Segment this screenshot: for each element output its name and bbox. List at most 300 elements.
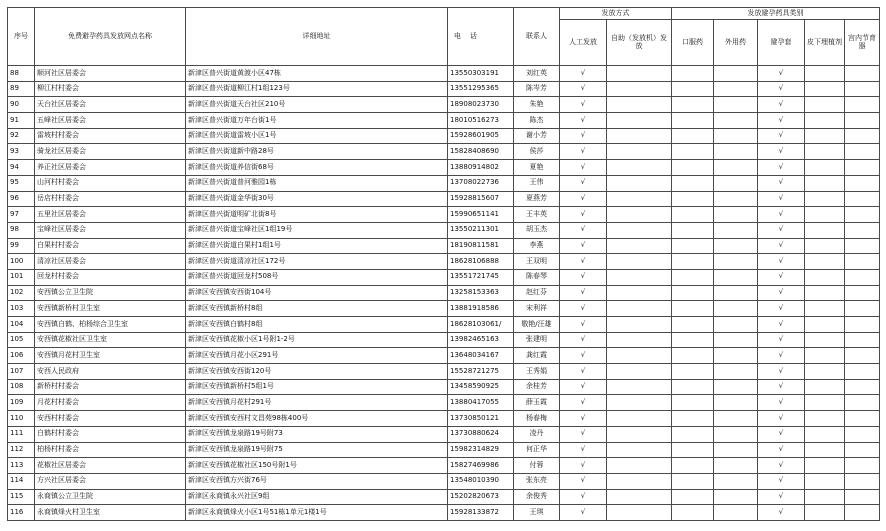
row-external [714, 317, 758, 333]
row-iud [845, 285, 880, 301]
row-oral [672, 411, 714, 427]
row-condom-check: √ [758, 395, 805, 411]
row-iud [845, 66, 880, 82]
row-manual-check: √ [560, 222, 607, 238]
row-auto [607, 160, 672, 176]
row-manual-check: √ [560, 97, 607, 113]
row-auto [607, 379, 672, 395]
row-external [714, 473, 758, 489]
row-auto [607, 113, 672, 129]
row-contact: 夏燕芳 [514, 191, 560, 207]
header-seq: 序号 [8, 8, 35, 66]
table-row [8, 113, 880, 129]
row-implant [805, 254, 845, 270]
row-seq: 113 [8, 458, 35, 474]
row-external [714, 364, 758, 380]
row-implant [805, 489, 845, 505]
row-address: 新津区安西镇方兴街76号 [186, 473, 448, 489]
row-condom-check: √ [758, 317, 805, 333]
row-oral [672, 66, 714, 82]
distribution-points-table [7, 7, 880, 521]
row-manual-check: √ [560, 269, 607, 285]
row-address: 新津区普兴街道清凉社区172号 [186, 254, 448, 270]
row-implant [805, 505, 845, 521]
row-manual-check: √ [560, 254, 607, 270]
row-oral [672, 332, 714, 348]
row-iud [845, 113, 880, 129]
row-iud [845, 254, 880, 270]
row-name: 安西镇公立卫生院 [35, 285, 186, 301]
table-row [8, 505, 880, 521]
row-condom-check: √ [758, 97, 805, 113]
row-address: 新津区普兴街道宝峰社区1组19号 [186, 222, 448, 238]
row-condom-check: √ [758, 301, 805, 317]
row-oral [672, 207, 714, 223]
table-row [8, 222, 880, 238]
row-contact: 李燕 [514, 238, 560, 254]
row-phone: 18628106888 [448, 254, 514, 270]
table-row [8, 254, 880, 270]
row-seq: 93 [8, 144, 35, 160]
header-name: 免费避孕药具发放网点名称 [35, 8, 186, 66]
row-contact: 王琪 [514, 505, 560, 521]
row-oral [672, 505, 714, 521]
table-row [8, 364, 880, 380]
row-contact: 敬艳/汪雄 [514, 317, 560, 333]
row-auto [607, 364, 672, 380]
row-address: 新津区普兴街道黄渡小区47栋 [186, 66, 448, 82]
table-row [8, 458, 880, 474]
row-auto [607, 144, 672, 160]
row-phone: 15528721275 [448, 364, 514, 380]
row-implant [805, 364, 845, 380]
row-phone: 13458590925 [448, 379, 514, 395]
row-contact: 王伟 [514, 175, 560, 191]
row-condom-check: √ [758, 426, 805, 442]
row-phone: 13551721745 [448, 269, 514, 285]
row-external [714, 97, 758, 113]
row-oral [672, 144, 714, 160]
row-auto [607, 332, 672, 348]
row-implant [805, 128, 845, 144]
row-contact: 刘红英 [514, 66, 560, 82]
row-seq: 107 [8, 364, 35, 380]
row-address: 新津区永商镇烽火小区1号51栋1单元1楼1号 [186, 505, 448, 521]
row-seq: 102 [8, 285, 35, 301]
row-implant [805, 238, 845, 254]
row-name: 清凉社区居委会 [35, 254, 186, 270]
row-name: 安西镇月花村卫生室 [35, 348, 186, 364]
row-phone: 15982314829 [448, 442, 514, 458]
row-manual-check: √ [560, 364, 607, 380]
row-contact: 侯莎 [514, 144, 560, 160]
row-implant [805, 222, 845, 238]
table-row [8, 144, 880, 160]
row-manual-check: √ [560, 301, 607, 317]
row-external [714, 379, 758, 395]
row-iud [845, 332, 880, 348]
row-name: 顺河社区居委会 [35, 66, 186, 82]
row-auto [607, 442, 672, 458]
row-seq: 91 [8, 113, 35, 129]
row-manual-check: √ [560, 489, 607, 505]
table-row [8, 442, 880, 458]
row-auto [607, 238, 672, 254]
row-seq: 97 [8, 207, 35, 223]
distribution-table-wrapper [7, 7, 879, 521]
row-phone: 15827469986 [448, 458, 514, 474]
row-auto [607, 505, 672, 521]
header-contact: 联系人 [514, 8, 560, 66]
row-iud [845, 160, 880, 176]
row-iud [845, 238, 880, 254]
row-auto [607, 348, 672, 364]
row-manual-check: √ [560, 317, 607, 333]
row-contact: 胡玉杰 [514, 222, 560, 238]
table-row [8, 379, 880, 395]
table-row [8, 473, 880, 489]
row-condom-check: √ [758, 285, 805, 301]
row-name: 方兴社区居委会 [35, 473, 186, 489]
row-contact: 杨春梅 [514, 411, 560, 427]
row-seq: 111 [8, 426, 35, 442]
row-oral [672, 458, 714, 474]
row-condom-check: √ [758, 348, 805, 364]
row-address: 新津区安西镇白鹤村8组 [186, 317, 448, 333]
row-manual-check: √ [560, 175, 607, 191]
row-iud [845, 379, 880, 395]
row-address: 新津区安西镇龙泉路19号附73 [186, 426, 448, 442]
header-condom: 避孕套 [758, 20, 805, 66]
header-category: 发放避孕药具类别 [672, 8, 880, 20]
row-name: 月花村村委会 [35, 395, 186, 411]
row-contact: 王秀娟 [514, 364, 560, 380]
row-external [714, 348, 758, 364]
row-iud [845, 489, 880, 505]
row-address: 新津区普兴街道普河雅园1栋 [186, 175, 448, 191]
row-seq: 116 [8, 505, 35, 521]
row-contact: 凌丹 [514, 426, 560, 442]
row-seq: 108 [8, 379, 35, 395]
row-auto [607, 175, 672, 191]
row-seq: 95 [8, 175, 35, 191]
row-seq: 96 [8, 191, 35, 207]
table-row [8, 411, 880, 427]
row-oral [672, 81, 714, 97]
row-phone: 18190811581 [448, 238, 514, 254]
row-seq: 109 [8, 395, 35, 411]
row-phone: 13880417055 [448, 395, 514, 411]
row-external [714, 238, 758, 254]
row-implant [805, 97, 845, 113]
row-implant [805, 285, 845, 301]
row-oral [672, 301, 714, 317]
row-phone: 15928815607 [448, 191, 514, 207]
row-external [714, 269, 758, 285]
row-name: 安西村村委会 [35, 411, 186, 427]
row-implant [805, 175, 845, 191]
row-name: 天台社区居委会 [35, 97, 186, 113]
row-implant [805, 411, 845, 427]
row-manual-check: √ [560, 442, 607, 458]
row-manual-check: √ [560, 113, 607, 129]
row-condom-check: √ [758, 191, 805, 207]
row-iud [845, 505, 880, 521]
row-phone: 15990651141 [448, 207, 514, 223]
row-implant [805, 301, 845, 317]
row-auto [607, 222, 672, 238]
row-iud [845, 128, 880, 144]
row-oral [672, 489, 714, 505]
row-iud [845, 317, 880, 333]
row-phone: 15928133872 [448, 505, 514, 521]
row-auto [607, 458, 672, 474]
row-manual-check: √ [560, 426, 607, 442]
row-implant [805, 458, 845, 474]
row-iud [845, 191, 880, 207]
row-oral [672, 191, 714, 207]
row-seq: 88 [8, 66, 35, 82]
row-address: 新津区普兴街道养信街68号 [186, 160, 448, 176]
row-address: 新津区安西镇新桥村8组 [186, 301, 448, 317]
row-external [714, 191, 758, 207]
row-iud [845, 364, 880, 380]
table-row [8, 175, 880, 191]
table-row [8, 395, 880, 411]
row-contact: 余俊秀 [514, 489, 560, 505]
row-manual-check: √ [560, 473, 607, 489]
row-oral [672, 128, 714, 144]
row-external [714, 395, 758, 411]
row-condom-check: √ [758, 128, 805, 144]
row-name: 新桥村村委会 [35, 379, 186, 395]
row-external [714, 128, 758, 144]
row-address: 新津区安西镇龙泉路19号附75 [186, 442, 448, 458]
row-address: 新津区安西镇安西街104号 [186, 285, 448, 301]
row-condom-check: √ [758, 207, 805, 223]
row-external [714, 144, 758, 160]
row-implant [805, 395, 845, 411]
row-contact: 何正华 [514, 442, 560, 458]
row-name: 五里社区居委会 [35, 207, 186, 223]
row-oral [672, 442, 714, 458]
row-address: 新津区安西镇安西村文昌苑98栋400号 [186, 411, 448, 427]
header-method: 发放方式 [560, 8, 672, 20]
row-oral [672, 395, 714, 411]
table-row [8, 285, 880, 301]
row-condom-check: √ [758, 332, 805, 348]
row-implant [805, 269, 845, 285]
row-oral [672, 97, 714, 113]
row-manual-check: √ [560, 191, 607, 207]
row-oral [672, 285, 714, 301]
row-seq: 89 [8, 81, 35, 97]
row-phone: 13648034167 [448, 348, 514, 364]
row-oral [672, 364, 714, 380]
row-external [714, 222, 758, 238]
row-contact: 王丰英 [514, 207, 560, 223]
row-external [714, 458, 758, 474]
row-external [714, 207, 758, 223]
row-implant [805, 207, 845, 223]
table-row [8, 160, 880, 176]
row-auto [607, 269, 672, 285]
row-seq: 100 [8, 254, 35, 270]
row-name: 养正社区居委会 [35, 160, 186, 176]
row-iud [845, 222, 880, 238]
row-iud [845, 301, 880, 317]
row-phone: 13730880624 [448, 426, 514, 442]
row-manual-check: √ [560, 379, 607, 395]
row-address: 新津区安西镇花椒小区1号附1-2号 [186, 332, 448, 348]
row-manual-check: √ [560, 411, 607, 427]
row-seq: 101 [8, 269, 35, 285]
row-manual-check: √ [560, 207, 607, 223]
table-row [8, 348, 880, 364]
row-iud [845, 144, 880, 160]
row-name: 安西镇白鹤、柏杨综合卫生室 [35, 317, 186, 333]
row-manual-check: √ [560, 285, 607, 301]
row-external [714, 489, 758, 505]
table-row [8, 238, 880, 254]
row-contact: 王双明 [514, 254, 560, 270]
row-auto [607, 207, 672, 223]
row-manual-check: √ [560, 395, 607, 411]
row-seq: 110 [8, 411, 35, 427]
row-implant [805, 113, 845, 129]
row-condom-check: √ [758, 489, 805, 505]
table-row [8, 81, 880, 97]
row-iud [845, 426, 880, 442]
row-phone: 13551295365 [448, 81, 514, 97]
row-external [714, 254, 758, 270]
row-phone: 13550303191 [448, 66, 514, 82]
row-name: 雷坡村村委会 [35, 128, 186, 144]
row-oral [672, 238, 714, 254]
row-oral [672, 160, 714, 176]
row-seq: 103 [8, 301, 35, 317]
row-implant [805, 81, 845, 97]
row-address: 新津区普兴街道回龙村508号 [186, 269, 448, 285]
row-implant [805, 160, 845, 176]
row-auto [607, 301, 672, 317]
row-address: 新津区普兴街道雷坡小区1号 [186, 128, 448, 144]
row-external [714, 113, 758, 129]
row-name: 安西镇花椒社区卫生室 [35, 332, 186, 348]
row-implant [805, 442, 845, 458]
row-external [714, 411, 758, 427]
table-row [8, 191, 880, 207]
row-phone: 15928601905 [448, 128, 514, 144]
row-oral [672, 175, 714, 191]
row-iud [845, 97, 880, 113]
row-iud [845, 269, 880, 285]
table-row [8, 66, 880, 82]
row-auto [607, 489, 672, 505]
row-external [714, 66, 758, 82]
row-auto [607, 473, 672, 489]
row-manual-check: √ [560, 81, 607, 97]
row-condom-check: √ [758, 81, 805, 97]
row-auto [607, 97, 672, 113]
row-phone: 13730850121 [448, 411, 514, 427]
row-address: 新津区普兴街道新中路28号 [186, 144, 448, 160]
row-contact: 陈春琴 [514, 269, 560, 285]
row-name: 骑龙社区居委会 [35, 144, 186, 160]
row-phone: 18628103061/ [448, 317, 514, 333]
row-name: 柳江村村委会 [35, 81, 186, 97]
row-external [714, 426, 758, 442]
row-contact: 夏艳 [514, 160, 560, 176]
row-manual-check: √ [560, 458, 607, 474]
row-external [714, 175, 758, 191]
row-iud [845, 442, 880, 458]
row-condom-check: √ [758, 269, 805, 285]
row-address: 新津区普兴街道白果村1组1号 [186, 238, 448, 254]
row-external [714, 442, 758, 458]
table-row [8, 269, 880, 285]
row-name: 柏杨村村委会 [35, 442, 186, 458]
row-condom-check: √ [758, 411, 805, 427]
row-name: 永商镇烽火村卫生室 [35, 505, 186, 521]
row-phone: 13258153363 [448, 285, 514, 301]
row-condom-check: √ [758, 160, 805, 176]
row-address: 新津区普兴街道金华街30号 [186, 191, 448, 207]
row-condom-check: √ [758, 458, 805, 474]
row-condom-check: √ [758, 364, 805, 380]
row-oral [672, 379, 714, 395]
row-address: 新津区普兴街道柳江村1组123号 [186, 81, 448, 97]
table-row [8, 489, 880, 505]
header-auto: 自助（发放机）发放 [607, 20, 672, 66]
row-implant [805, 348, 845, 364]
row-manual-check: √ [560, 66, 607, 82]
row-name: 花椒社区居委会 [35, 458, 186, 474]
row-manual-check: √ [560, 144, 607, 160]
header-oral: 口服药 [672, 20, 714, 66]
row-external [714, 332, 758, 348]
row-seq: 104 [8, 317, 35, 333]
row-implant [805, 144, 845, 160]
row-iud [845, 411, 880, 427]
row-iud [845, 81, 880, 97]
row-contact: 张东亮 [514, 473, 560, 489]
row-external [714, 81, 758, 97]
row-address: 新津区永商镇永兴社区9组 [186, 489, 448, 505]
row-iud [845, 348, 880, 364]
row-contact: 张建明 [514, 332, 560, 348]
row-name: 安西人民政府 [35, 364, 186, 380]
row-name: 白果村村委会 [35, 238, 186, 254]
row-contact: 陈杰 [514, 113, 560, 129]
row-seq: 94 [8, 160, 35, 176]
row-name: 白鹤村村委会 [35, 426, 186, 442]
row-external [714, 505, 758, 521]
row-condom-check: √ [758, 66, 805, 82]
row-address: 新津区安西镇新桥村5组1号 [186, 379, 448, 395]
row-condom-check: √ [758, 505, 805, 521]
row-condom-check: √ [758, 222, 805, 238]
row-manual-check: √ [560, 160, 607, 176]
row-manual-check: √ [560, 128, 607, 144]
table-row [8, 128, 880, 144]
row-implant [805, 332, 845, 348]
row-auto [607, 66, 672, 82]
row-phone: 13982465163 [448, 332, 514, 348]
row-iud [845, 207, 880, 223]
row-implant [805, 426, 845, 442]
row-phone: 18010516273 [448, 113, 514, 129]
